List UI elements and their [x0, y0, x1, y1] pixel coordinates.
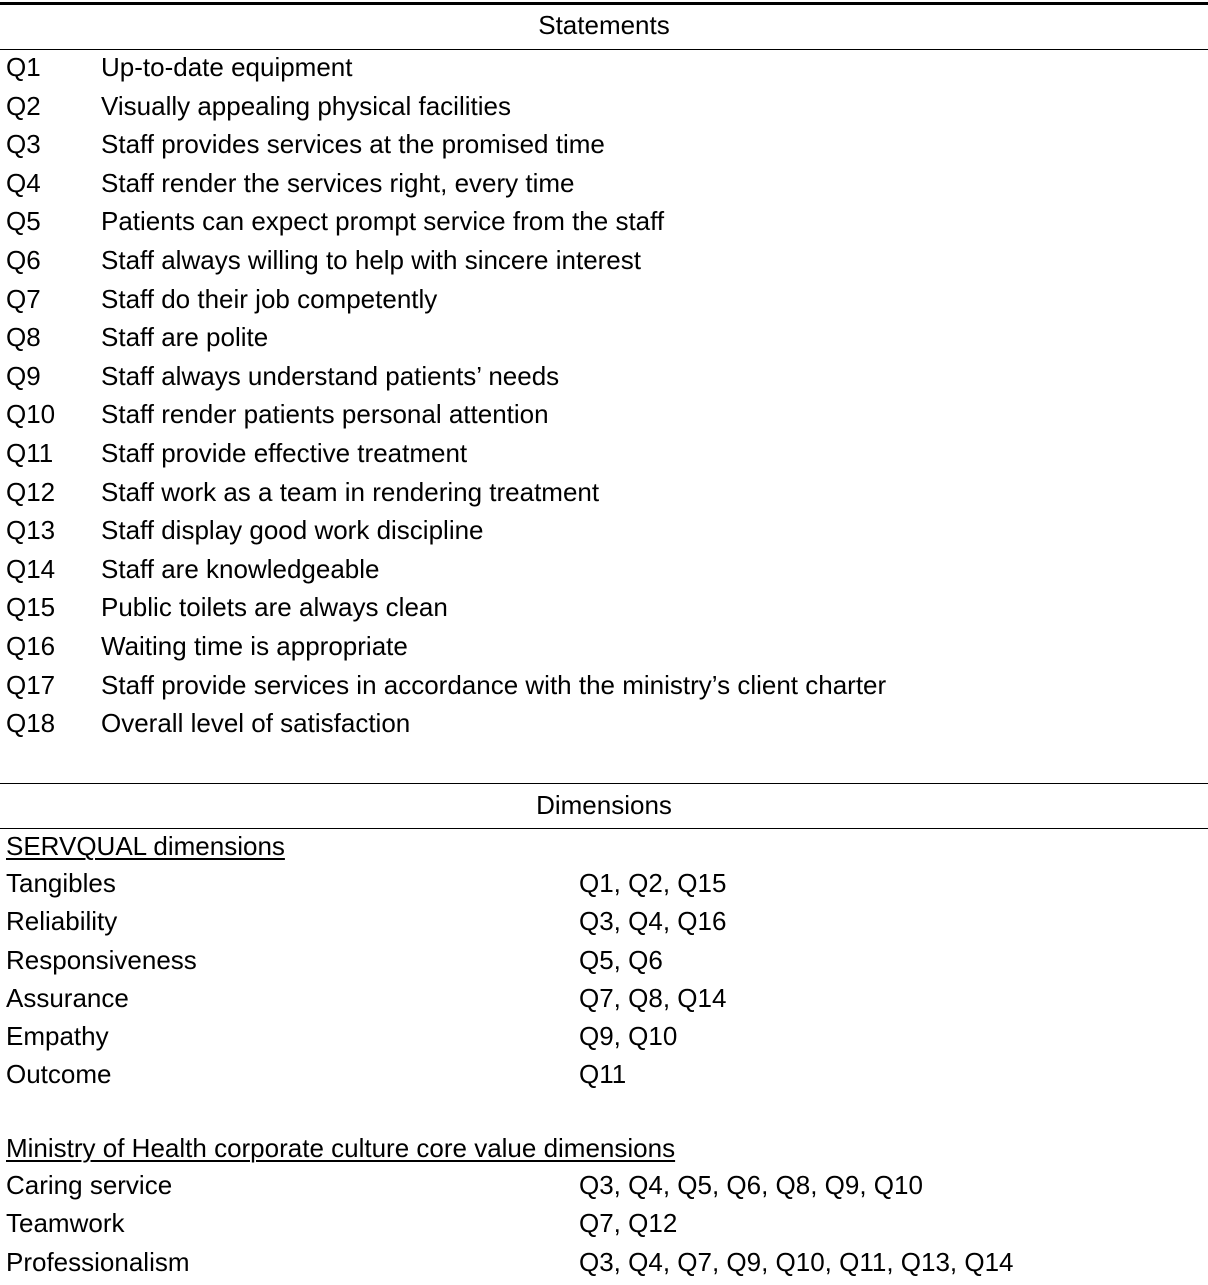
- statement-row: [0, 52, 1208, 91]
- statement-code: Q7: [6, 283, 41, 314]
- statements-header-rule: [0, 49, 1208, 50]
- statement-text: Overall level of satisfaction: [101, 708, 411, 739]
- statement-row: [0, 206, 1208, 245]
- statement-text: Staff do their job competently: [101, 283, 438, 314]
- servqual-row: [0, 945, 1208, 983]
- servqual-row: [0, 868, 1208, 906]
- statement-row: [0, 322, 1208, 361]
- statement-row: [0, 592, 1208, 631]
- statement-row: [0, 438, 1208, 477]
- statement-code: Q4: [6, 167, 41, 198]
- statement-code: Q9: [6, 360, 41, 391]
- servqual-dimension-name: Empathy: [6, 1021, 109, 1052]
- statement-text: Up-to-date equipment: [101, 52, 353, 82]
- moh-dimension-name: Caring service: [6, 1170, 173, 1200]
- servqual-list: [0, 868, 1208, 1098]
- statement-text: Public toilets are always clean: [101, 592, 448, 623]
- servqual-dimension-name: Outcome: [6, 1059, 112, 1090]
- statement-row: [0, 284, 1208, 323]
- statement-row: [0, 91, 1208, 130]
- statement-code: Q1: [6, 52, 41, 82]
- statement-code: Q18: [6, 708, 56, 739]
- moh-list: [0, 1170, 1208, 1285]
- servqual-dimension-items: Q7, Q8, Q14: [579, 982, 727, 1013]
- servqual-row: [0, 1059, 1208, 1097]
- statement-code: Q3: [6, 129, 41, 160]
- statement-row: [0, 399, 1208, 438]
- servqual-dimension-name: Responsiveness: [6, 944, 197, 975]
- statement-code: Q2: [6, 90, 41, 121]
- moh-title: Ministry of Health corporate culture core value dimensions: [6, 1133, 676, 1163]
- statement-text: Staff provides services at the promised time: [101, 129, 605, 160]
- statement-text: Staff work as a team in rendering treatment: [101, 476, 600, 507]
- statement-row: [0, 361, 1208, 400]
- statement-text: Waiting time is appropriate: [101, 630, 408, 661]
- statement-code: Q10: [6, 399, 56, 430]
- servqual-row: [0, 983, 1208, 1021]
- statement-row: [0, 554, 1208, 593]
- dimensions-header: Dimensions: [536, 790, 672, 820]
- statement-row: [0, 631, 1208, 670]
- servqual-title: SERVQUAL dimensions: [6, 831, 285, 861]
- statements-header: Statements: [538, 10, 670, 40]
- statement-row: [0, 129, 1208, 168]
- moh-row: [0, 1170, 1208, 1208]
- servqual-dimension-items: Q1, Q2, Q15: [579, 868, 727, 898]
- servqual-dimension-name: Assurance: [6, 982, 129, 1013]
- statement-row: [0, 708, 1208, 747]
- statement-text: Staff render patients personal attention: [101, 399, 549, 430]
- statement-text: Staff are knowledgeable: [101, 553, 380, 584]
- statement-code: Q17: [6, 669, 56, 700]
- dimensions-header-rule: [0, 828, 1208, 829]
- moh-row: [0, 1247, 1208, 1285]
- statement-code: Q16: [6, 630, 56, 661]
- statement-code: Q6: [6, 244, 41, 275]
- moh-dimension-items: Q7, Q12: [579, 1208, 678, 1239]
- statement-row: [0, 515, 1208, 554]
- statement-row: [0, 168, 1208, 207]
- statement-code: Q8: [6, 322, 41, 353]
- statement-text: Staff always willing to help with sincere interest: [101, 244, 641, 275]
- statements-list: [0, 52, 1208, 747]
- servqual-dimension-name: Tangibles: [6, 868, 116, 898]
- statement-text: Staff always understand patients’ needs: [101, 360, 560, 391]
- servqual-dimension-name: Reliability: [6, 906, 118, 937]
- dimensions-top-rule: [0, 783, 1208, 784]
- servqual-dimension-items: Q11: [579, 1059, 627, 1090]
- statement-code: Q5: [6, 206, 41, 237]
- moh-dimension-items: Q3, Q4, Q7, Q9, Q10, Q11, Q13, Q14: [579, 1246, 1014, 1277]
- moh-dimension-name: Teamwork: [6, 1208, 125, 1239]
- statement-text: Visually appealing physical facilities: [101, 90, 511, 121]
- statement-row: [0, 477, 1208, 516]
- statement-code: Q12: [6, 476, 56, 507]
- statement-text: Staff provide services in accordance with the ministry’s client charter: [101, 669, 887, 700]
- statement-code: Q14: [6, 553, 56, 584]
- statement-text: Staff render the services right, every time: [101, 167, 575, 198]
- servqual-dimension-items: Q5, Q6: [579, 944, 663, 975]
- moh-dimension-items: Q3, Q4, Q5, Q6, Q8, Q9, Q10: [579, 1170, 923, 1200]
- servqual-dimension-items: Q9, Q10: [579, 1021, 678, 1052]
- statement-row: [0, 670, 1208, 709]
- statement-text: Staff display good work discipline: [101, 515, 484, 546]
- top-rule: [0, 2, 1208, 5]
- servqual-row: [0, 906, 1208, 944]
- statement-text: Patients can expect prompt service from the staff: [101, 206, 665, 237]
- statement-row: [0, 245, 1208, 284]
- statement-text: Staff provide effective treatment: [101, 437, 468, 468]
- statement-code: Q11: [6, 437, 54, 468]
- servqual-row: [0, 1021, 1208, 1059]
- servqual-dimension-items: Q3, Q4, Q16: [579, 906, 727, 937]
- statement-text: Staff are polite: [101, 322, 269, 353]
- moh-row: [0, 1208, 1208, 1246]
- statement-code: Q13: [6, 515, 56, 546]
- moh-dimension-name: Professionalism: [6, 1246, 190, 1277]
- statement-code: Q15: [6, 592, 56, 623]
